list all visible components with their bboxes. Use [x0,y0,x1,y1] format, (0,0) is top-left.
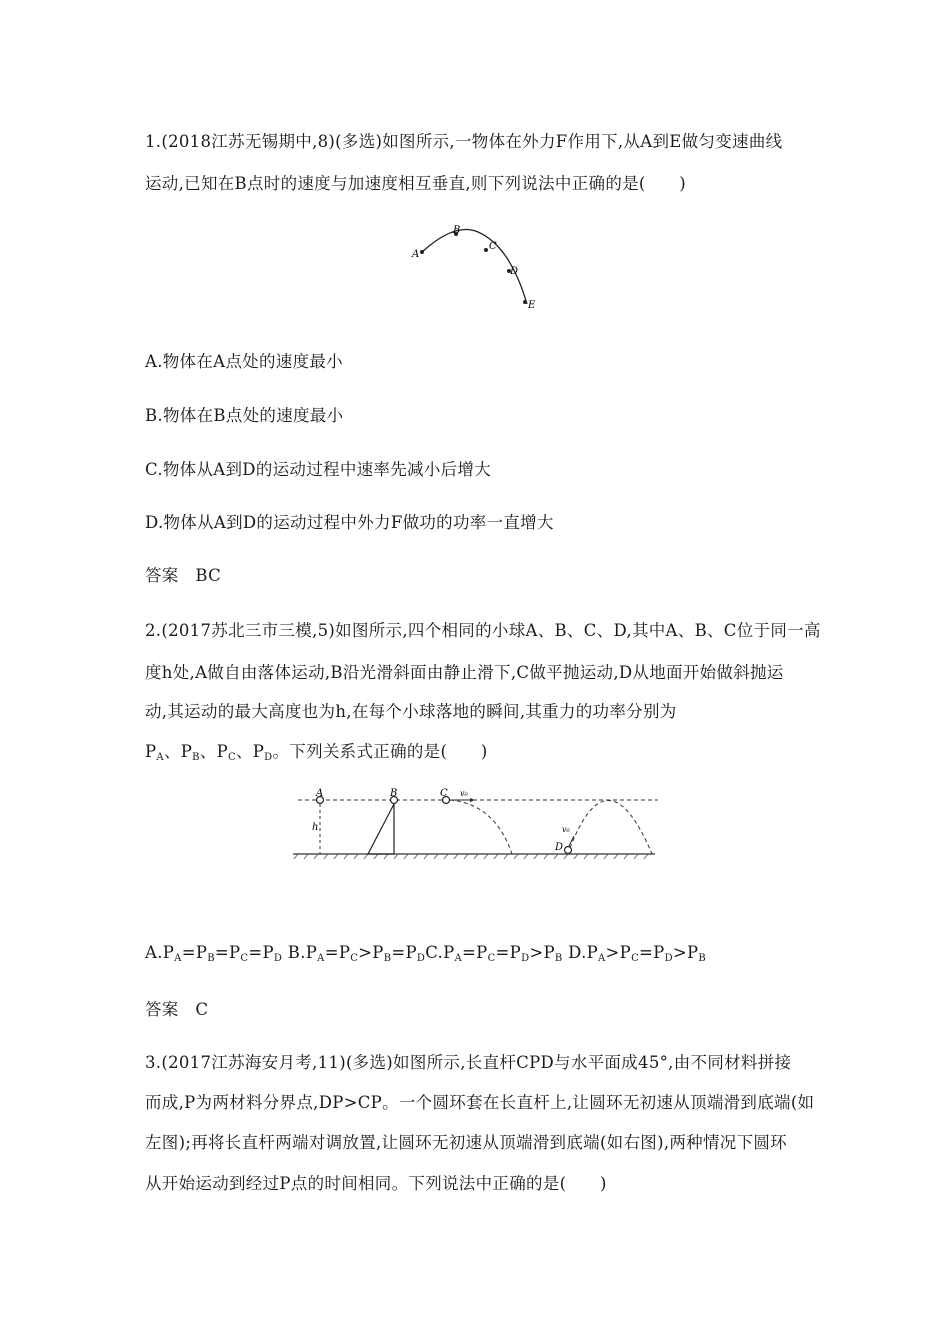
q1-answer: 答案 BC [145,566,222,585]
q2-answer: 答案 C [145,1000,209,1019]
q2-option-a: A. [145,943,163,962]
q2-option-d: D. [562,943,587,962]
point-a-dot [420,250,424,254]
q2-option-c: C. [425,943,444,962]
q2-text-line-2: 度h处,A做自由落体运动,B沿光滑斜面由静止滑下,C做平抛运动,D从地面开始做斜抛运 [145,663,784,682]
q3-text-line-4: 从开始运动到经过P点的时间相同。下列说法中正确的是( ) [145,1174,607,1193]
trajectory-c [450,800,512,854]
label-b: B [390,788,398,799]
q2-option-b: B. [282,943,306,962]
q1-text-line-1: 1.(2018江苏无锡期中,8)(多选)如图所示,一物体在外力F作用下,从A到E做匀变速曲线 [145,132,783,151]
q1-option-d: D.物体从A到D的运动过程中外力F做功的功率一直增大 [145,513,554,532]
q1-option-b: B.物体在B点处的速度最小 [145,406,344,425]
q2-text-line-3: 动,其运动的最大高度也为h,在每个小球落地的瞬间,其重力的功率分别为 [145,702,677,721]
q2-line-4-tail: 。下列关系式正确的是( ) [272,742,488,761]
trajectory-d [570,800,652,854]
label-v0-c: v₀ [460,789,468,798]
label-c: C [440,788,448,799]
q2-options-line: $A.P_A=P_B=P_C=P_D$ $B.P_A=P_C>P_B=P_DC.P_A=P_C=P_D>P_B$ $D.P_A>P_C=P_D>P_B$ [145,943,707,964]
q1-option-a: A.物体在A点处的速度最小 [145,352,343,371]
label-b: B [453,225,461,236]
point-c-dot [484,248,488,252]
incline [368,804,394,854]
q3-text-line-1: 3.(2017江苏海安月考,11)(多选)如图所示,长直杆CPD与水平面成45°,由不同材料拼接 [145,1053,792,1072]
label-h: h [312,822,319,833]
label-d: D [510,266,519,277]
ground-hatch [294,854,648,859]
q2-text-line-4: $P_A$、$P_B$、$P_C$、$P_D$。下列关系式正确的是( ) [145,742,488,763]
label-a: A [412,249,420,260]
q2-projectile-figure [290,784,660,864]
q1-curve-figure [400,222,550,314]
label-a: A [316,788,324,799]
q3-text-line-3: 左图);再将长直杆两端对调放置,让圆环无初速从顶端滑到底端(如右图),两种情况下圆环 [145,1133,787,1152]
label-c: C [489,241,497,252]
label-d: D [555,842,564,853]
q3-text-line-2: 而成,P为两材料分界点,DP>CP。一个圆环套在长直杆上,让圆环无初速从顶端滑到底端(如 [145,1093,815,1112]
label-v0-d: v₀ [562,825,570,834]
q2-text-line-1: 2.(2017苏北三市三模,5)如图所示,四个相同的小球A、B、C、D,其中A、B、C位于同一高 [145,621,821,640]
q1-option-c: C.物体从A到D的运动过程中速率先减小后增大 [145,460,492,479]
q1-text-line-2: 运动,已知在B点时的速度与加速度相互垂直,则下列说法中正确的是( ) [145,174,686,193]
point-e-dot [523,300,527,304]
label-e: E [528,300,536,311]
